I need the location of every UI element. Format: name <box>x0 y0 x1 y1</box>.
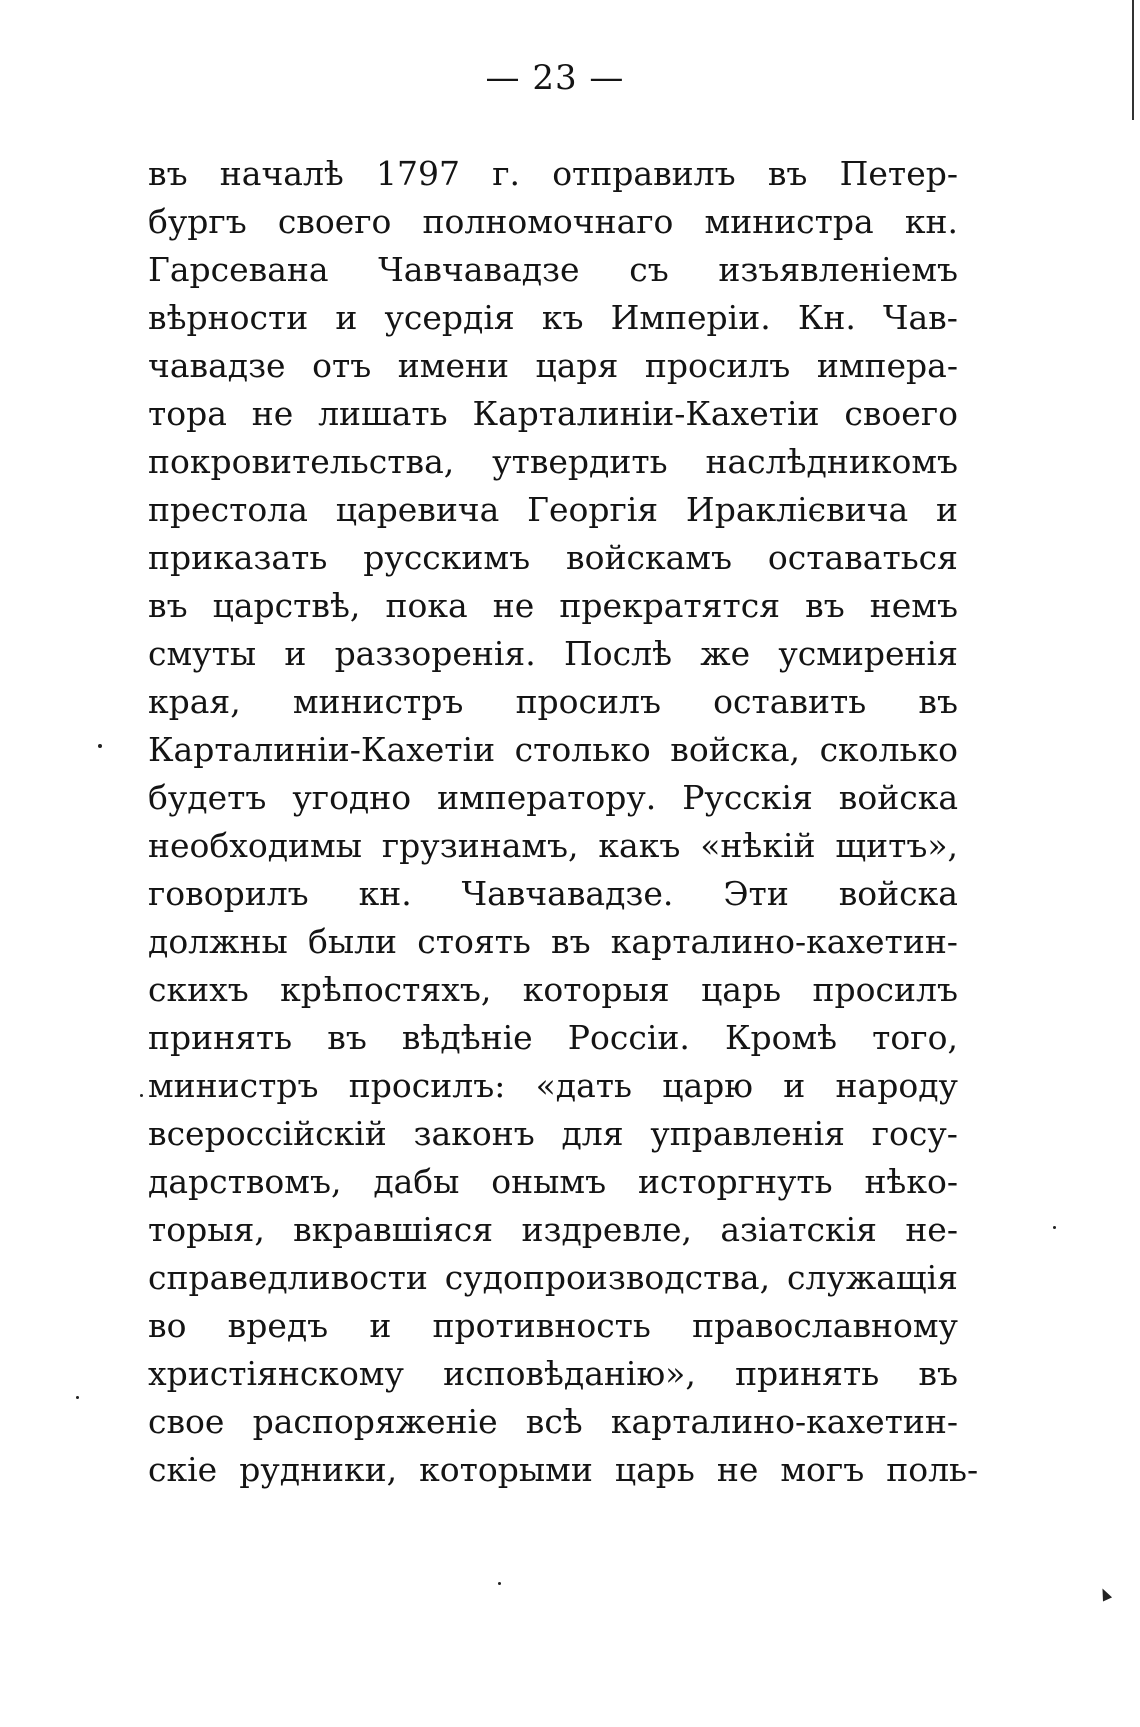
text-line <box>148 534 958 582</box>
text-line <box>148 1254 958 1302</box>
word: прекратятся <box>559 586 781 625</box>
word: вѣдѣніе <box>401 1018 533 1057</box>
word: Чавчавадзе. <box>461 874 674 913</box>
word: угодно <box>292 778 412 817</box>
word: всѣ <box>525 1402 583 1441</box>
word: Чав- <box>883 298 958 337</box>
word: министръ <box>292 682 464 721</box>
word: не <box>251 394 294 433</box>
word: Русскія <box>682 778 813 817</box>
word: карталино-кахетин- <box>610 1402 958 1441</box>
word: усмиренія <box>778 634 958 673</box>
word: не <box>716 1450 759 1489</box>
body-text <box>148 150 979 1494</box>
word: исповѣданію», <box>443 1354 696 1393</box>
word: Петер- <box>839 154 958 193</box>
word: Послѣ <box>563 634 672 673</box>
word: того, <box>872 1018 958 1057</box>
word: и <box>335 298 358 337</box>
word: Кромѣ <box>724 1018 838 1057</box>
text-line <box>148 1158 958 1206</box>
word: принять <box>735 1354 880 1393</box>
word: въ <box>148 586 188 625</box>
word: христіянскому <box>148 1354 404 1393</box>
word: госу- <box>871 1114 958 1153</box>
word: и <box>935 490 958 529</box>
word: крѣпостяхъ, <box>280 970 492 1009</box>
word: въ <box>805 586 845 625</box>
word: утвердить <box>492 442 668 481</box>
word: вредъ <box>227 1306 329 1345</box>
text-line <box>148 342 958 390</box>
text-line <box>148 966 958 1014</box>
text-line <box>148 822 958 870</box>
word: приказать <box>148 538 328 577</box>
word: царь <box>614 1450 695 1489</box>
word: которыя <box>522 970 670 1009</box>
word: просилъ <box>515 682 661 721</box>
text-line <box>148 1398 958 1446</box>
word: Карталиніи-Кахетіи <box>148 730 496 769</box>
word: кн. <box>358 874 412 913</box>
word: царя <box>535 346 619 385</box>
text-line <box>148 1350 958 1398</box>
word: импера- <box>816 346 958 385</box>
word: немъ <box>869 586 958 625</box>
word: которыми <box>419 1450 593 1489</box>
text-line <box>148 678 958 726</box>
word: просилъ <box>812 970 958 1009</box>
word: скіе <box>148 1450 218 1489</box>
text-line <box>148 390 958 438</box>
text-line <box>148 630 958 678</box>
word: грузинамъ, <box>381 826 579 865</box>
word: лишать <box>318 394 448 433</box>
word: министръ <box>148 1066 319 1105</box>
word: поль- <box>886 1450 979 1489</box>
word: Карталиніи-Кахетіи <box>472 394 820 433</box>
word: и <box>284 634 307 673</box>
word: къ <box>541 298 584 337</box>
text-line <box>148 1302 958 1350</box>
text-line <box>148 1110 958 1158</box>
word: 1797 <box>376 154 460 193</box>
word: началѣ <box>219 154 344 193</box>
text-line <box>148 774 958 822</box>
word: рудники, <box>239 1450 398 1489</box>
word: нѣко- <box>864 1162 958 1201</box>
word: для <box>561 1114 624 1153</box>
word: свое <box>148 1402 225 1441</box>
word: вѣрности <box>148 298 309 337</box>
word: имени <box>397 346 509 385</box>
print-mark <box>1098 1586 1112 1601</box>
word: раззоренія. <box>334 634 536 673</box>
word: исторгнуть <box>637 1162 833 1201</box>
word: императору. <box>437 778 657 817</box>
word: оставаться <box>767 538 958 577</box>
text-line <box>148 198 958 246</box>
word: законъ <box>413 1114 535 1153</box>
word: пока <box>385 586 468 625</box>
word: всероссійскій <box>148 1114 387 1153</box>
word: войска, <box>670 730 800 769</box>
word: противность <box>432 1306 651 1345</box>
word: отправилъ <box>552 154 736 193</box>
word: покровительства, <box>148 442 455 481</box>
word: сколько <box>819 730 958 769</box>
print-speck <box>140 1094 143 1097</box>
word: царю <box>662 1066 754 1105</box>
word: своего <box>844 394 958 433</box>
word: необходимы <box>148 826 362 865</box>
word: полномочнаго <box>422 202 674 241</box>
text-line <box>148 1446 979 1494</box>
word: въ <box>918 1354 958 1393</box>
page-edge-line <box>1132 0 1134 120</box>
word: края, <box>148 682 241 721</box>
word: Кн. <box>797 298 856 337</box>
word: русскимъ <box>363 538 531 577</box>
word: же <box>700 634 751 673</box>
word: смуты <box>148 634 257 673</box>
word: будетъ <box>148 778 267 817</box>
word: усердія <box>384 298 515 337</box>
word: «дать <box>535 1066 632 1105</box>
word: и <box>369 1306 392 1345</box>
word: управленія <box>650 1114 845 1153</box>
word: торыя, <box>148 1210 265 1249</box>
word: Гарсевана <box>148 250 329 289</box>
word: Эти <box>723 874 789 913</box>
text-line <box>148 918 958 966</box>
word: чавадзе <box>148 346 286 385</box>
word: могъ <box>780 1450 865 1489</box>
word: войска <box>838 874 958 913</box>
word: были <box>307 922 398 961</box>
word: изъявленіемъ <box>718 250 958 289</box>
word: кн. <box>904 202 958 241</box>
word: стоять <box>417 922 531 961</box>
word: православному <box>692 1306 958 1345</box>
word: тора <box>148 394 227 433</box>
word: просилъ: <box>348 1066 506 1105</box>
word: отъ <box>312 346 372 385</box>
word: въ <box>918 682 958 721</box>
word: не- <box>905 1210 958 1249</box>
word: Имперіи. <box>610 298 771 337</box>
word: «нѣкій <box>700 826 816 865</box>
word: судопроизводства, <box>444 1258 771 1297</box>
print-speck <box>498 1582 501 1585</box>
word: столько <box>514 730 651 769</box>
page-number: — 23 — <box>485 58 625 98</box>
print-speck <box>76 1396 79 1399</box>
word: своего <box>277 202 392 241</box>
word: въ <box>327 1018 367 1057</box>
text-line <box>148 438 958 486</box>
word: Ираклієвича <box>685 490 909 529</box>
word: г. <box>492 154 520 193</box>
word: войскамъ <box>566 538 732 577</box>
text-line <box>148 1206 958 1254</box>
text-line <box>148 582 958 630</box>
word: царь <box>701 970 782 1009</box>
word: наслѣдникомъ <box>705 442 958 481</box>
print-speck <box>98 744 102 748</box>
word: и <box>783 1066 806 1105</box>
word: Россіи. <box>567 1018 690 1057</box>
text-line <box>148 1014 958 1062</box>
word: карталино-кахетин- <box>610 922 958 961</box>
word: царствѣ, <box>212 586 361 625</box>
word: престола <box>148 490 308 529</box>
print-speck <box>1053 1226 1056 1229</box>
word: оставить <box>713 682 867 721</box>
word: въ <box>148 154 188 193</box>
word: въ <box>551 922 591 961</box>
word: просилъ <box>644 346 791 385</box>
text-line <box>148 486 958 534</box>
word: не <box>492 586 535 625</box>
word: во <box>148 1306 187 1345</box>
word: въ <box>767 154 808 193</box>
word: азіатскія <box>720 1210 877 1249</box>
word: скихъ <box>148 970 249 1009</box>
word: какъ <box>598 826 681 865</box>
word: Чавчавадзе <box>378 250 580 289</box>
word: вкравшіяся <box>293 1210 494 1249</box>
text-line <box>148 870 958 918</box>
word: щитъ», <box>835 826 958 865</box>
text-line <box>148 726 958 774</box>
word: народу <box>835 1066 958 1105</box>
word: принять <box>148 1018 293 1057</box>
word: дарствомъ, <box>148 1162 342 1201</box>
word: съ <box>629 250 669 289</box>
word: должны <box>148 922 288 961</box>
word: бургъ <box>148 202 247 241</box>
word: министра <box>704 202 874 241</box>
word: издревле, <box>521 1210 692 1249</box>
text-line <box>148 246 958 294</box>
word: справедливости <box>148 1258 428 1297</box>
word: распоряженіе <box>252 1402 498 1441</box>
word: Георгія <box>527 490 659 529</box>
word: служащія <box>787 1258 958 1297</box>
word: царевича <box>335 490 500 529</box>
word: войска <box>838 778 958 817</box>
text-line <box>148 1062 958 1110</box>
text-line <box>148 294 958 342</box>
word: онымъ <box>491 1162 607 1201</box>
word: говорилъ <box>148 874 309 913</box>
text-line <box>148 150 958 198</box>
word: дабы <box>373 1162 460 1201</box>
